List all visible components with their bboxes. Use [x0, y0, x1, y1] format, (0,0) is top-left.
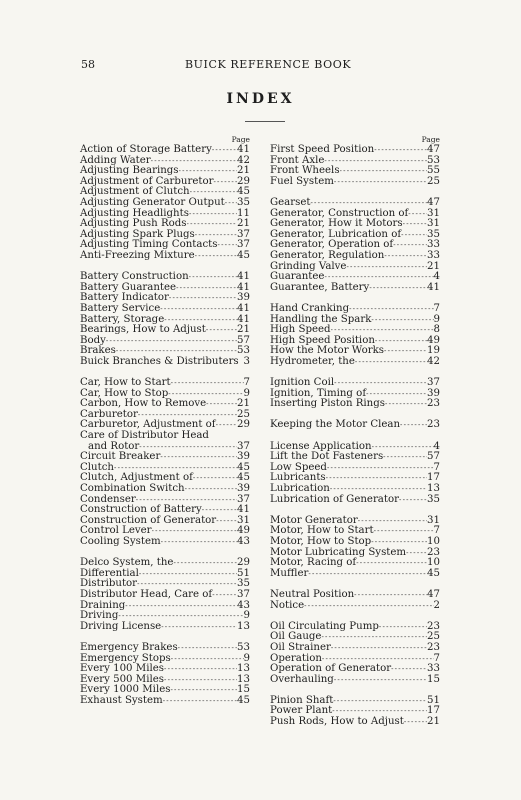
index-entry-text: Control Lever: [80, 525, 152, 537]
index-entry: [80, 145, 250, 156]
index-entry: [270, 145, 440, 156]
index-entry-text: Notice: [270, 599, 305, 611]
index-entry-page: 45: [237, 461, 250, 473]
index-entry-page: 25: [427, 631, 440, 643]
dot-leader: [330, 484, 427, 495]
index-entry-page: 29: [237, 419, 250, 431]
dot-leader: [195, 251, 237, 262]
index-entry-text: Hand Cranking: [270, 302, 350, 314]
index-entry-text: Oil Gauge: [270, 631, 322, 643]
index-entry-page: 17: [427, 472, 440, 484]
index-entry-page: 35: [427, 493, 440, 505]
index-entry-text: Operation of Generator: [270, 663, 392, 675]
index-entry-page: 41: [237, 281, 250, 293]
index-entry-page: 25: [427, 175, 440, 187]
index-entry-page: 10: [427, 557, 440, 569]
index-entry-text: Adjusting Bearings: [80, 165, 179, 177]
index-entry-text: Adjusting Headlights: [80, 207, 189, 219]
index-entry-page: 35: [427, 228, 440, 240]
dot-leader: [216, 420, 237, 431]
index-entry-page: 33: [427, 239, 440, 251]
dot-leader: [164, 675, 237, 686]
index-entry-text: Draining: [80, 599, 126, 611]
index-entry-page: 9: [243, 387, 250, 399]
dot-leader: [216, 516, 237, 527]
running-head: BUICK REFERENCE BOOK: [185, 58, 352, 71]
index-entry-page: 37: [237, 239, 250, 251]
index-entry-page: 45: [237, 249, 250, 261]
dot-leader: [374, 526, 434, 537]
index-entry-page: 55: [427, 165, 440, 177]
index-entry: [80, 590, 250, 601]
index-entry-text: Inserting Piston Rings: [270, 398, 385, 410]
index-entry-page: 45: [237, 186, 250, 198]
index-entry-text: Adjusting Timing Contacts: [80, 239, 218, 251]
dot-leader: [346, 262, 427, 273]
index-entry-text: Pinion Shaft: [270, 694, 334, 706]
index-column-right: [270, 135, 440, 728]
index-entry-text: Battery Guarantee: [80, 281, 177, 293]
index-entry-text: Motor, How to Start: [270, 525, 374, 537]
dot-leader: [334, 675, 427, 686]
index-entry: [270, 484, 440, 495]
dot-leader: [189, 209, 237, 220]
index-entry: [270, 177, 440, 188]
index-entry: [270, 304, 440, 315]
dot-leader: [379, 622, 427, 633]
index-entry-page: 7: [433, 302, 440, 314]
index-entry-text: Adjustment of Clutch: [80, 186, 190, 198]
index-entry-page: 23: [427, 398, 440, 410]
dot-leader: [406, 548, 427, 559]
dot-leader: [176, 283, 237, 294]
index-entry-text: Gearset: [270, 196, 311, 208]
index-entry-page: 41: [237, 144, 250, 155]
dot-leader: [152, 526, 237, 537]
index-entry-page: 9: [243, 652, 250, 664]
index-entry-page: 15: [237, 684, 250, 696]
index-entry-page: 31: [237, 514, 250, 526]
index-entry-text: Care of Distributor Head: [80, 430, 209, 442]
index-entry-page: 53: [237, 345, 250, 357]
index-entry-text: Overhauling: [270, 673, 334, 685]
index-entry-page: 47: [427, 196, 440, 208]
dot-leader: [331, 643, 427, 654]
dot-leader: [374, 145, 427, 156]
index-entry: [270, 601, 440, 612]
dot-leader: [185, 484, 237, 495]
index-entry-page: 39: [237, 451, 250, 463]
index-entry-page: 13: [237, 663, 250, 675]
index-entry-text: Ignition, Timing of: [270, 387, 367, 399]
index-entry: [270, 495, 440, 506]
index-entry-text: Adjusting Generator Output: [80, 196, 225, 208]
index-entry-text: Car, How to Start: [80, 377, 171, 389]
index-entry-page: 57: [427, 451, 440, 463]
index-entry-text: Body: [80, 334, 106, 346]
index-entry-page: 37: [237, 440, 250, 452]
index-entry-text: First Speed Position: [270, 144, 375, 155]
dot-leader: [212, 590, 237, 601]
index-title: INDEX: [226, 91, 295, 107]
index-entry: [80, 696, 250, 707]
index-entry-text: Cooling System: [80, 535, 161, 547]
index-entry: [270, 590, 440, 601]
index-entry: [80, 304, 250, 315]
dot-leader: [304, 601, 433, 612]
dot-leader: [170, 685, 237, 696]
index-entry: [80, 484, 250, 495]
index-entry-page: 29: [237, 175, 250, 187]
index-entry-text: Motor, Racing of: [270, 557, 357, 569]
index-entry-text: Power Plant: [270, 705, 333, 717]
index-entry-text: Front Wheels: [270, 165, 340, 177]
index-entry-text: Generator, Operation of: [270, 239, 394, 251]
index-entry-text: Construction of Generator: [80, 514, 217, 526]
index-entry-text: Distributor Head, Care of: [80, 588, 213, 600]
index-entry-text: Every 500 Miles: [80, 673, 164, 685]
index-entry-text: Adding Water: [80, 154, 151, 166]
dot-leader: [206, 325, 237, 336]
index-entry-text: Clutch: [80, 461, 114, 473]
index-entry-page: 13: [237, 620, 250, 632]
dot-leader: [171, 378, 244, 389]
dot-leader: [163, 696, 237, 707]
index-entry-page: 57: [237, 334, 250, 346]
index-entry-page: 4: [433, 440, 440, 452]
index-entry-text: Battery Construction: [80, 271, 189, 283]
dot-leader: [217, 240, 237, 251]
index-entry: [80, 251, 250, 262]
index-entry-text: Adjusting Push Rods: [80, 218, 187, 230]
index-entry-text: Car, How to Stop: [80, 387, 169, 399]
index-entry-text: Oil Strainer: [270, 641, 331, 653]
index-entry-text: Generator, How it Motors: [270, 218, 403, 230]
dot-leader: [391, 664, 427, 675]
index-entry-page: 21: [427, 260, 440, 272]
index-entry-text: Driving License: [80, 620, 162, 632]
index-entry: [80, 198, 250, 209]
index-entry-text: Hydrometer, the: [270, 355, 355, 367]
index-entry-page: 41: [237, 302, 250, 314]
index-entry-page: 39: [427, 387, 440, 399]
dot-leader: [161, 622, 237, 633]
index-entry-text: Carburetor: [80, 408, 138, 420]
dot-leader: [173, 558, 237, 569]
index-entry-text: Guarantee: [270, 271, 325, 283]
index-entry-page: 42: [427, 355, 440, 367]
index-entry: [270, 357, 440, 368]
index-entry-page: 53: [237, 641, 250, 653]
index-entry-page: 49: [237, 525, 250, 537]
index-entry-page: 37: [237, 228, 250, 240]
index-entry-text: Lift the Dot Fasteners: [270, 451, 384, 463]
index-entry: [80, 357, 250, 368]
index-entry-page: 51: [237, 567, 250, 579]
dot-leader: [349, 304, 433, 315]
index-entry-text: Battery, Storage: [80, 313, 165, 325]
index-entry-page: 41: [427, 281, 440, 293]
index-entry: [270, 537, 440, 548]
dot-leader: [213, 177, 237, 188]
dot-leader: [340, 166, 427, 177]
dot-leader: [404, 717, 427, 728]
index-entry-page: 33: [427, 249, 440, 261]
dot-leader: [403, 219, 427, 230]
index-entry-text: Operation: [270, 652, 322, 664]
index-entry-page: 23: [427, 546, 440, 558]
dot-leader: [178, 643, 237, 654]
index-entry-page: 35: [237, 578, 250, 590]
dot-leader: [160, 452, 237, 463]
index-entry: [270, 717, 440, 728]
index-entry-page: 37: [427, 377, 440, 389]
dot-leader: [384, 251, 427, 262]
dot-leader: [189, 272, 237, 283]
index-entry: [270, 198, 440, 209]
index-entry-page: 47: [427, 588, 440, 600]
index-entry-page: 43: [237, 535, 250, 547]
dot-leader: [125, 601, 237, 612]
index-entry-page: 45: [237, 472, 250, 484]
index-entry-page: 2: [433, 599, 440, 611]
index-entry-text: Combination Switch: [80, 483, 185, 494]
index-entry-text: High Speed Position: [270, 334, 375, 346]
index-entry-page: 41: [237, 313, 250, 325]
index-entry: [80, 622, 250, 633]
index-entry-text: Handling the Spark: [270, 313, 372, 325]
index-entry-text: Distributor: [80, 578, 138, 590]
index-entry-text: Clutch, Adjustment of: [80, 472, 193, 484]
dot-leader: [308, 569, 427, 580]
dot-leader: [356, 558, 427, 569]
index-entry: [80, 537, 250, 548]
dot-leader: [383, 452, 427, 463]
index-entry-page: 23: [427, 419, 440, 431]
index-entry-text: Exhaust System: [80, 694, 163, 706]
index-entry: [270, 420, 440, 431]
index-entry-text: Brakes: [80, 345, 116, 357]
dot-leader: [355, 357, 427, 368]
dot-leader: [408, 209, 427, 220]
index-entry-text: Differential: [80, 567, 139, 579]
dot-leader: [310, 198, 427, 209]
index-entry-page: 7: [433, 652, 440, 664]
index-entry: [270, 569, 440, 580]
index-entry: [270, 399, 440, 410]
index-entry-text: Battery Service: [80, 302, 161, 314]
page-header: [81, 58, 441, 72]
index-entry-text: Oil Circulating Pump: [270, 620, 379, 632]
index-entry-text: Condenser: [80, 493, 136, 505]
dot-leader: [321, 632, 427, 643]
index-entry-text: Anti-Freezing Mixture: [80, 249, 195, 261]
index-entry-page: 42: [237, 154, 250, 166]
index-entry-page: 53: [427, 154, 440, 166]
index-entry-text: Emergency Stops: [80, 652, 171, 664]
index-entry: [270, 251, 440, 262]
index-entry-page: 9: [433, 313, 440, 325]
index-entry-page: 19: [427, 345, 440, 357]
index-entry-text: Generator, Construction of: [270, 207, 409, 219]
index-entry-page: 15: [427, 673, 440, 685]
index-entry: [80, 643, 250, 654]
index-entry-page: 31: [427, 218, 440, 230]
index-entry-page: 13: [237, 673, 250, 685]
dot-leader: [139, 569, 237, 580]
dot-leader: [326, 473, 427, 484]
index-entry-page: 10: [427, 535, 440, 547]
index-entry-page: 11: [237, 207, 250, 219]
dot-leader: [212, 145, 237, 156]
index-entry-text: Every 1000 Miles: [80, 684, 171, 696]
index-entry-page: 7: [433, 461, 440, 473]
index-entry: [270, 283, 440, 294]
index-entry-text: Guarantee, Battery: [270, 281, 370, 293]
dot-leader: [393, 240, 427, 251]
index-entry-text: Construction of Battery: [80, 504, 202, 516]
dot-leader: [106, 336, 237, 347]
index-entry-text: Push Rods, How to Adjust: [270, 716, 404, 728]
dot-leader: [160, 304, 237, 315]
index-entry-text: Motor Lubricating System: [270, 546, 407, 558]
dot-leader: [327, 463, 434, 474]
dot-leader: [334, 177, 427, 188]
dot-leader: [324, 156, 427, 167]
index-entry-page: 3: [243, 355, 250, 367]
index-entry-page: 45: [427, 567, 440, 579]
index-entry-page: 45: [237, 694, 250, 706]
index-entry-text: Lubrication: [270, 483, 330, 494]
dot-leader: [193, 473, 237, 484]
index-entry-page: 21: [427, 716, 440, 728]
index-entry-page: 31: [427, 514, 440, 526]
dot-leader: [371, 315, 433, 326]
dot-leader: [400, 420, 427, 431]
index-entry-text: Emergency Brakes: [80, 641, 178, 653]
page-column-label: Page: [231, 135, 250, 144]
index-entry: [270, 643, 440, 654]
index-entry-text: Buick Branches & Distributers: [80, 355, 239, 367]
index-entry-text: Battery Indicator: [80, 292, 169, 304]
dot-leader: [384, 346, 427, 357]
index-entry-text: Circuit Breaker: [80, 451, 161, 463]
index-entry-text: High Speed: [270, 324, 331, 336]
page-number: 58: [81, 58, 95, 71]
index-entry-page: 37: [237, 493, 250, 505]
index-entry-page: 13: [427, 483, 440, 494]
index-entry-page: 39: [237, 292, 250, 304]
index-entry-page: 4: [433, 271, 440, 283]
index-entry-text: License Application: [270, 440, 372, 452]
dot-leader: [161, 537, 237, 548]
index-entry-text: Neutral Position: [270, 588, 355, 600]
index-entry-text: Bearings, How to Adjust: [80, 324, 206, 336]
dot-leader: [354, 590, 427, 601]
index-entry-page: 9: [243, 610, 250, 622]
index-entry-text: Every 100 Miles: [80, 663, 164, 675]
index-entry-text: Carburetor, Adjustment of: [80, 419, 216, 431]
index-entry-page: 21: [237, 324, 250, 336]
index-entry-page: 25: [237, 408, 250, 420]
index-entry-text: Front Axle: [270, 154, 325, 166]
dot-leader: [225, 198, 237, 209]
index-entry-text: Generator, Lubrication of: [270, 228, 402, 240]
index-entry-text: Action of Storage Battery: [80, 144, 212, 155]
dot-leader: [333, 696, 427, 707]
dot-leader: [399, 495, 427, 506]
index-entry-text: Motor, How to Stop: [270, 535, 372, 547]
index-entry-page: 37: [237, 588, 250, 600]
index-column-left: [80, 135, 250, 706]
index-entry-page: 29: [237, 557, 250, 569]
index-entry: [270, 675, 440, 686]
index-entry-page: 41: [237, 271, 250, 283]
dot-leader: [171, 654, 244, 665]
index-entry-text: How the Motor Works: [270, 345, 384, 357]
page-column-label: Page: [421, 135, 440, 144]
dot-leader: [385, 399, 427, 410]
index-entry-page: 35: [237, 196, 250, 208]
index-entry-text: Generator, Regulation: [270, 249, 385, 261]
index-entry-page: 23: [427, 620, 440, 632]
index-entry-text: Carbon, How to Remove: [80, 398, 207, 410]
index-entry-page: 33: [427, 663, 440, 675]
index-entry-page: 49: [427, 334, 440, 346]
dot-leader: [164, 664, 237, 675]
index-entry-page: 41: [237, 504, 250, 516]
dot-leader: [369, 283, 427, 294]
index-entry-page: 39: [237, 483, 250, 494]
index-entry-text: Fuel System: [270, 175, 334, 187]
index-entry-page: 23: [427, 641, 440, 653]
index-entry-text: Grinding Valve: [270, 260, 347, 272]
index-entry-page: 21: [237, 165, 250, 177]
dot-leader: [401, 230, 427, 241]
index-entry-text: Lubricants: [270, 472, 326, 484]
index-entry-text: Adjustment of Carburetor: [80, 175, 214, 187]
dot-leader: [169, 293, 237, 304]
dot-leader: [206, 399, 237, 410]
index-entry-page: 7: [243, 377, 250, 389]
index-entry-text: Keeping the Motor Clean: [270, 419, 401, 431]
index-entry-page: 43: [237, 599, 250, 611]
index-entry-page: 8: [433, 324, 440, 336]
index-entry-page: 31: [427, 207, 440, 219]
index-entry-text: Driving: [80, 610, 119, 622]
index-entry-page: 21: [237, 218, 250, 230]
dot-leader: [371, 537, 427, 548]
index-entry-page: 7: [433, 525, 440, 537]
index-entry-text: Ignition Coil: [270, 377, 335, 389]
index-entry-text: Lubrication of Generator: [270, 493, 399, 505]
index-entry-page: 17: [427, 705, 440, 717]
index-entry-text: Delco System, the: [80, 557, 174, 569]
index-entry-text: Low Speed: [270, 461, 327, 473]
index-entry-text: Motor Generator: [270, 514, 358, 526]
index-entry-page: 51: [427, 694, 440, 706]
index-entry-text: Muffler: [270, 567, 309, 579]
index-entry-text: and Rotor: [88, 440, 140, 452]
index-entry-text: Adjusting Spark Plugs: [80, 228, 195, 240]
index-entry-page: 21: [237, 398, 250, 410]
index-entry-page: 47: [427, 144, 440, 155]
title-rule: [245, 121, 285, 122]
